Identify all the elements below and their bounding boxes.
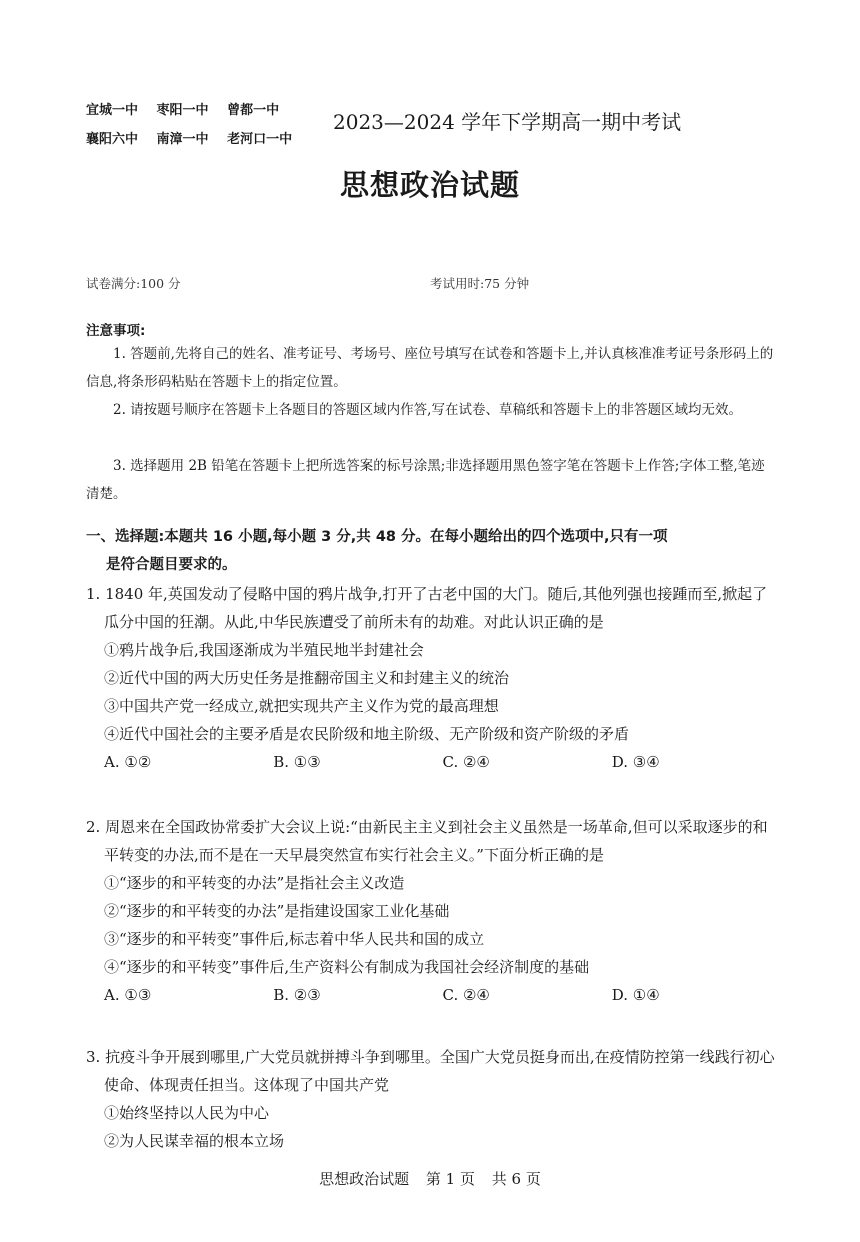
notice-item: 3. 选择题用 2B 铅笔在答题卡上把所选答案的标号涂黑;非选择题用黑色签字笔在答题卡上作答;字体工整,笔迹清楚。 (86, 458, 765, 502)
footer-subject: 思想政治试题 (319, 1170, 410, 1188)
school-name: 枣阳一中 (156, 103, 209, 118)
question-stem: 2. 周恩来在全国政协常委扩大会议上说:“由新民主主义到社会主义虽然是一场革命,但可以采取逐步的和平转变的办法,而不是在一天早晨突然宣布实行社会主义。”下面分析正确的是 (86, 818, 768, 864)
answer-choices (86, 981, 781, 1009)
notice-item: 2. 请按题号顺序在答题卡上各题目的答题区域内作答,写在试卷、草稿纸和答题卡上的非答题区域均无效。 (113, 402, 742, 418)
statement-option: ①鸦片战争后,我国逐渐成为半殖民地半封建社会 (104, 641, 424, 659)
statement-option: ①始终坚持以人民为中心 (104, 1104, 270, 1122)
answer-choice: D. ③④ (611, 753, 660, 771)
statement-option: ②近代中国的两大历史任务是推翻帝国主义和封建主义的统治 (104, 669, 510, 687)
school-name: 曾都一中 (227, 103, 280, 118)
statement-option: ④“逐步的和平转变”事件后,生产资料公有制成为我国社会经济制度的基础 (104, 958, 590, 976)
statement-option: ③“逐步的和平转变”事件后,标志着中华人民共和国的成立 (104, 930, 485, 948)
notice-title: 注意事项: (86, 323, 146, 339)
question-1 (86, 580, 781, 776)
answer-choice: C. ②④ (442, 753, 490, 771)
answer-choice: C. ②④ (442, 986, 490, 1004)
school-name: 南漳一中 (156, 132, 209, 147)
school-list-row-2 (86, 128, 306, 147)
statement-option: ②“逐步的和平转变的办法”是指建设国家工业化基础 (104, 902, 450, 920)
answer-choices (86, 748, 781, 776)
school-name: 宜城一中 (86, 103, 139, 118)
page-title: 思想政治试题 (339, 168, 520, 202)
page-footer (0, 1168, 860, 1189)
exam-name: 2023—2024 学年下学期高一期中考试 (333, 110, 682, 134)
exam-time: 考试用时:75 分钟 (430, 276, 530, 291)
answer-choice: B. ②③ (273, 986, 321, 1004)
question-3 (86, 1043, 781, 1155)
school-name: 老河口一中 (227, 132, 293, 147)
full-score: 试卷满分:100 分 (86, 276, 181, 291)
question-stem: 1. 1840 年,英国发动了侵略中国的鸦片战争,打开了古老中国的大门。随后,其他列强也接踵而至,掀起了瓜分中国的狂潮。从此,中华民族遭受了前所未有的劫难。对此认识正确的是 (86, 585, 768, 631)
answer-choice: B. ①③ (273, 753, 321, 771)
section-heading-line: 一、选择题:本题共 16 小题,每小题 3 分,共 48 分。在每小题给出的四个选项中,只有一项 (86, 529, 668, 545)
school-list-row-1 (86, 99, 293, 118)
page-number: 第 1 页 (425, 1170, 475, 1188)
statement-option: ④近代中国社会的主要矛盾是农民阶级和地主阶级、无产阶级和资产阶级的矛盾 (104, 725, 630, 743)
answer-choice: D. ①④ (611, 986, 660, 1004)
notice-item: 1. 答题前,先将自己的姓名、准考证号、考场号、座位号填写在试卷和答题卡上,并认真核准准考证号条形码上的信息,将条形码粘贴在答题卡上的指定位置。 (86, 346, 774, 390)
page-total: 共 6 页 (491, 1170, 541, 1188)
statement-option: ③中国共产党一经成立,就把实现共产主义作为党的最高理想 (104, 697, 499, 715)
statement-option: ②为人民谋幸福的根本立场 (104, 1132, 285, 1150)
answer-choice: A. ①② (104, 753, 152, 771)
question-2 (86, 813, 781, 1009)
section-heading-line: 是符合题目要求的。 (106, 557, 237, 573)
question-stem: 3. 抗疫斗争开展到哪里,广大党员就拼搏斗争到哪里。全国广大党员挺身而出,在疫情防控第一线践行初心使命、体现责任担当。这体现了中国共产党 (86, 1048, 775, 1094)
section-heading (86, 523, 786, 579)
school-name: 襄阳六中 (86, 132, 139, 147)
answer-choice: A. ①③ (104, 986, 152, 1004)
statement-option: ①“逐步的和平转变的办法”是指社会主义改造 (104, 874, 405, 892)
